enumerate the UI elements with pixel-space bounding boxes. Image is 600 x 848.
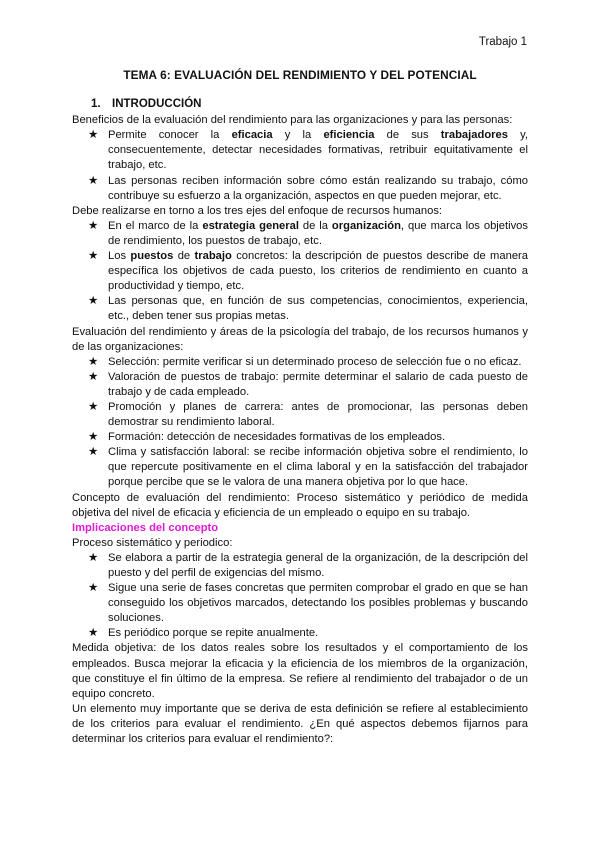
process-list — [72, 551, 528, 642]
paragraph-concept: Concepto de evaluación del rendimiento: Proceso sistemático y periódico de medida objetiva del nivel de eficacia y eficiencia de un empleado o equipo en su trabajo. — [72, 491, 528, 519]
page-header-label: Trabajo 1 — [478, 36, 527, 48]
star-bullet-icon: ★ — [88, 355, 99, 368]
list-item: ★ Es periódico porque se repite anualmente. — [72, 626, 528, 641]
section-label: INTRODUCCIÓN — [112, 98, 202, 111]
star-bullet-icon: ★ — [88, 400, 99, 413]
document-body — [72, 68, 528, 747]
list-item: ★ Selección: permite verificar si un determinado proceso de selección fue o no eficaz. — [72, 355, 528, 370]
list-item: ★ Los puestos de trabajo concretos: la descripción de puestos describe de manera específica los objetivos de cada puesto, los criterios de rendimiento en cuanto a productividad y tiempo, etc. — [88, 250, 528, 293]
axes-list — [72, 219, 528, 325]
benefits-list — [72, 128, 528, 203]
paragraph-axes: Debe realizarse en torno a los tres ejes del enfoque de recursos humanos: — [72, 204, 443, 217]
star-bullet-icon: ★ — [88, 446, 99, 459]
star-bullet-icon: ★ — [88, 295, 99, 308]
list-item: ★ Promoción y planes de carrera: antes de promocionar, las personas deben demostrar su rendimiento laboral. — [88, 400, 528, 429]
list-item: ★ Sigue una serie de fases concretas que permiten comprobar el grado en que se han conseguido los objetivos marcados, detectando los posibles problemas y buscando soluciones. — [88, 582, 528, 625]
star-bullet-icon: ★ — [88, 250, 99, 263]
list-item: ★ Clima y satisfacción laboral: se recibe información objetiva sobre el rendimiento, lo que repercute positivamente en el clima laboral y en la satisfacción del trabajador porque percibe que se le valora de una manera objetiva por lo que hace. — [88, 446, 528, 489]
paragraph-benefits: Beneficios de la evaluación del rendimiento para las organizaciones y para las personas: — [72, 114, 513, 127]
section-number: 1. — [91, 98, 101, 111]
section-heading — [91, 97, 528, 112]
page-title: TEMA 6: EVALUACIÓN DEL RENDIMIENTO Y DEL POTENCIAL — [123, 68, 477, 82]
star-bullet-icon: ★ — [88, 582, 99, 595]
list-item: ★ Formación: detección de necesidades formativas de los empleados. — [72, 430, 528, 445]
star-bullet-icon: ★ — [88, 627, 99, 640]
star-bullet-icon: ★ — [88, 219, 99, 232]
paragraph-criteria: Un elemento muy importante que se deriva de esta definición se refiere al establecimiento de los criterios para evaluar el rendimiento. ¿En qué aspectos debemos fijarnos para determinar los criterios para evaluar el rendimiento?: — [72, 702, 528, 746]
list-item: ★ En el marco de la estrategia general de la organización, que marca los objetivos de rendimiento, los puestos de trabajo, etc. — [88, 219, 528, 247]
list-item: ★ Las personas reciben información sobre cómo están realizando su trabajo, cómo contribuye su esfuerzo a la organización, aspectos en que pueden mejorar, etc. — [88, 174, 528, 202]
star-bullet-icon: ★ — [88, 551, 99, 564]
list-item: ★ Valoración de puestos de trabajo: permite determinar el salario de cada puesto de trabajo y de cada empleado. — [88, 370, 528, 398]
star-bullet-icon: ★ — [88, 370, 99, 383]
areas-list — [72, 355, 528, 491]
star-bullet-icon: ★ — [88, 431, 99, 444]
star-bullet-icon: ★ — [88, 174, 99, 187]
paragraph-objective-measure: Medida objetiva: de los datos reales sobre los resultados y el comportamiento de los empleados. Busca mejorar la eficacia y la eficiencia de los miembros de la organización, que constituye el fin último de la empresa. Se refiere al rendimiento del trabajador o de un equipo concreto. — [72, 642, 528, 700]
list-item: ★ Permite conocer la eficacia y la eficiencia de sus trabajadores y, consecuentemente, detectar necesidades formativas, retribuir equitativamente el trabajo, etc. — [88, 129, 528, 172]
star-bullet-icon: ★ — [88, 129, 99, 142]
list-item: ★ Se elabora a partir de la estrategia general de la organización, de la descripción del puesto y del perfil de exigencias del mismo. — [88, 551, 528, 579]
list-item: ★ Las personas que, en función de sus competencias, conocimientos, experiencia, etc., deben tener sus propias metas. — [88, 295, 528, 323]
subheading-implications: Implicaciones del concepto — [72, 521, 219, 534]
paragraph-process: Proceso sistemático y periodico: — [72, 536, 233, 549]
paragraph-areas: Evaluación del rendimiento y áreas de la psicología del trabajo, de los recursos humanos y de las organizaciones: — [72, 325, 528, 353]
